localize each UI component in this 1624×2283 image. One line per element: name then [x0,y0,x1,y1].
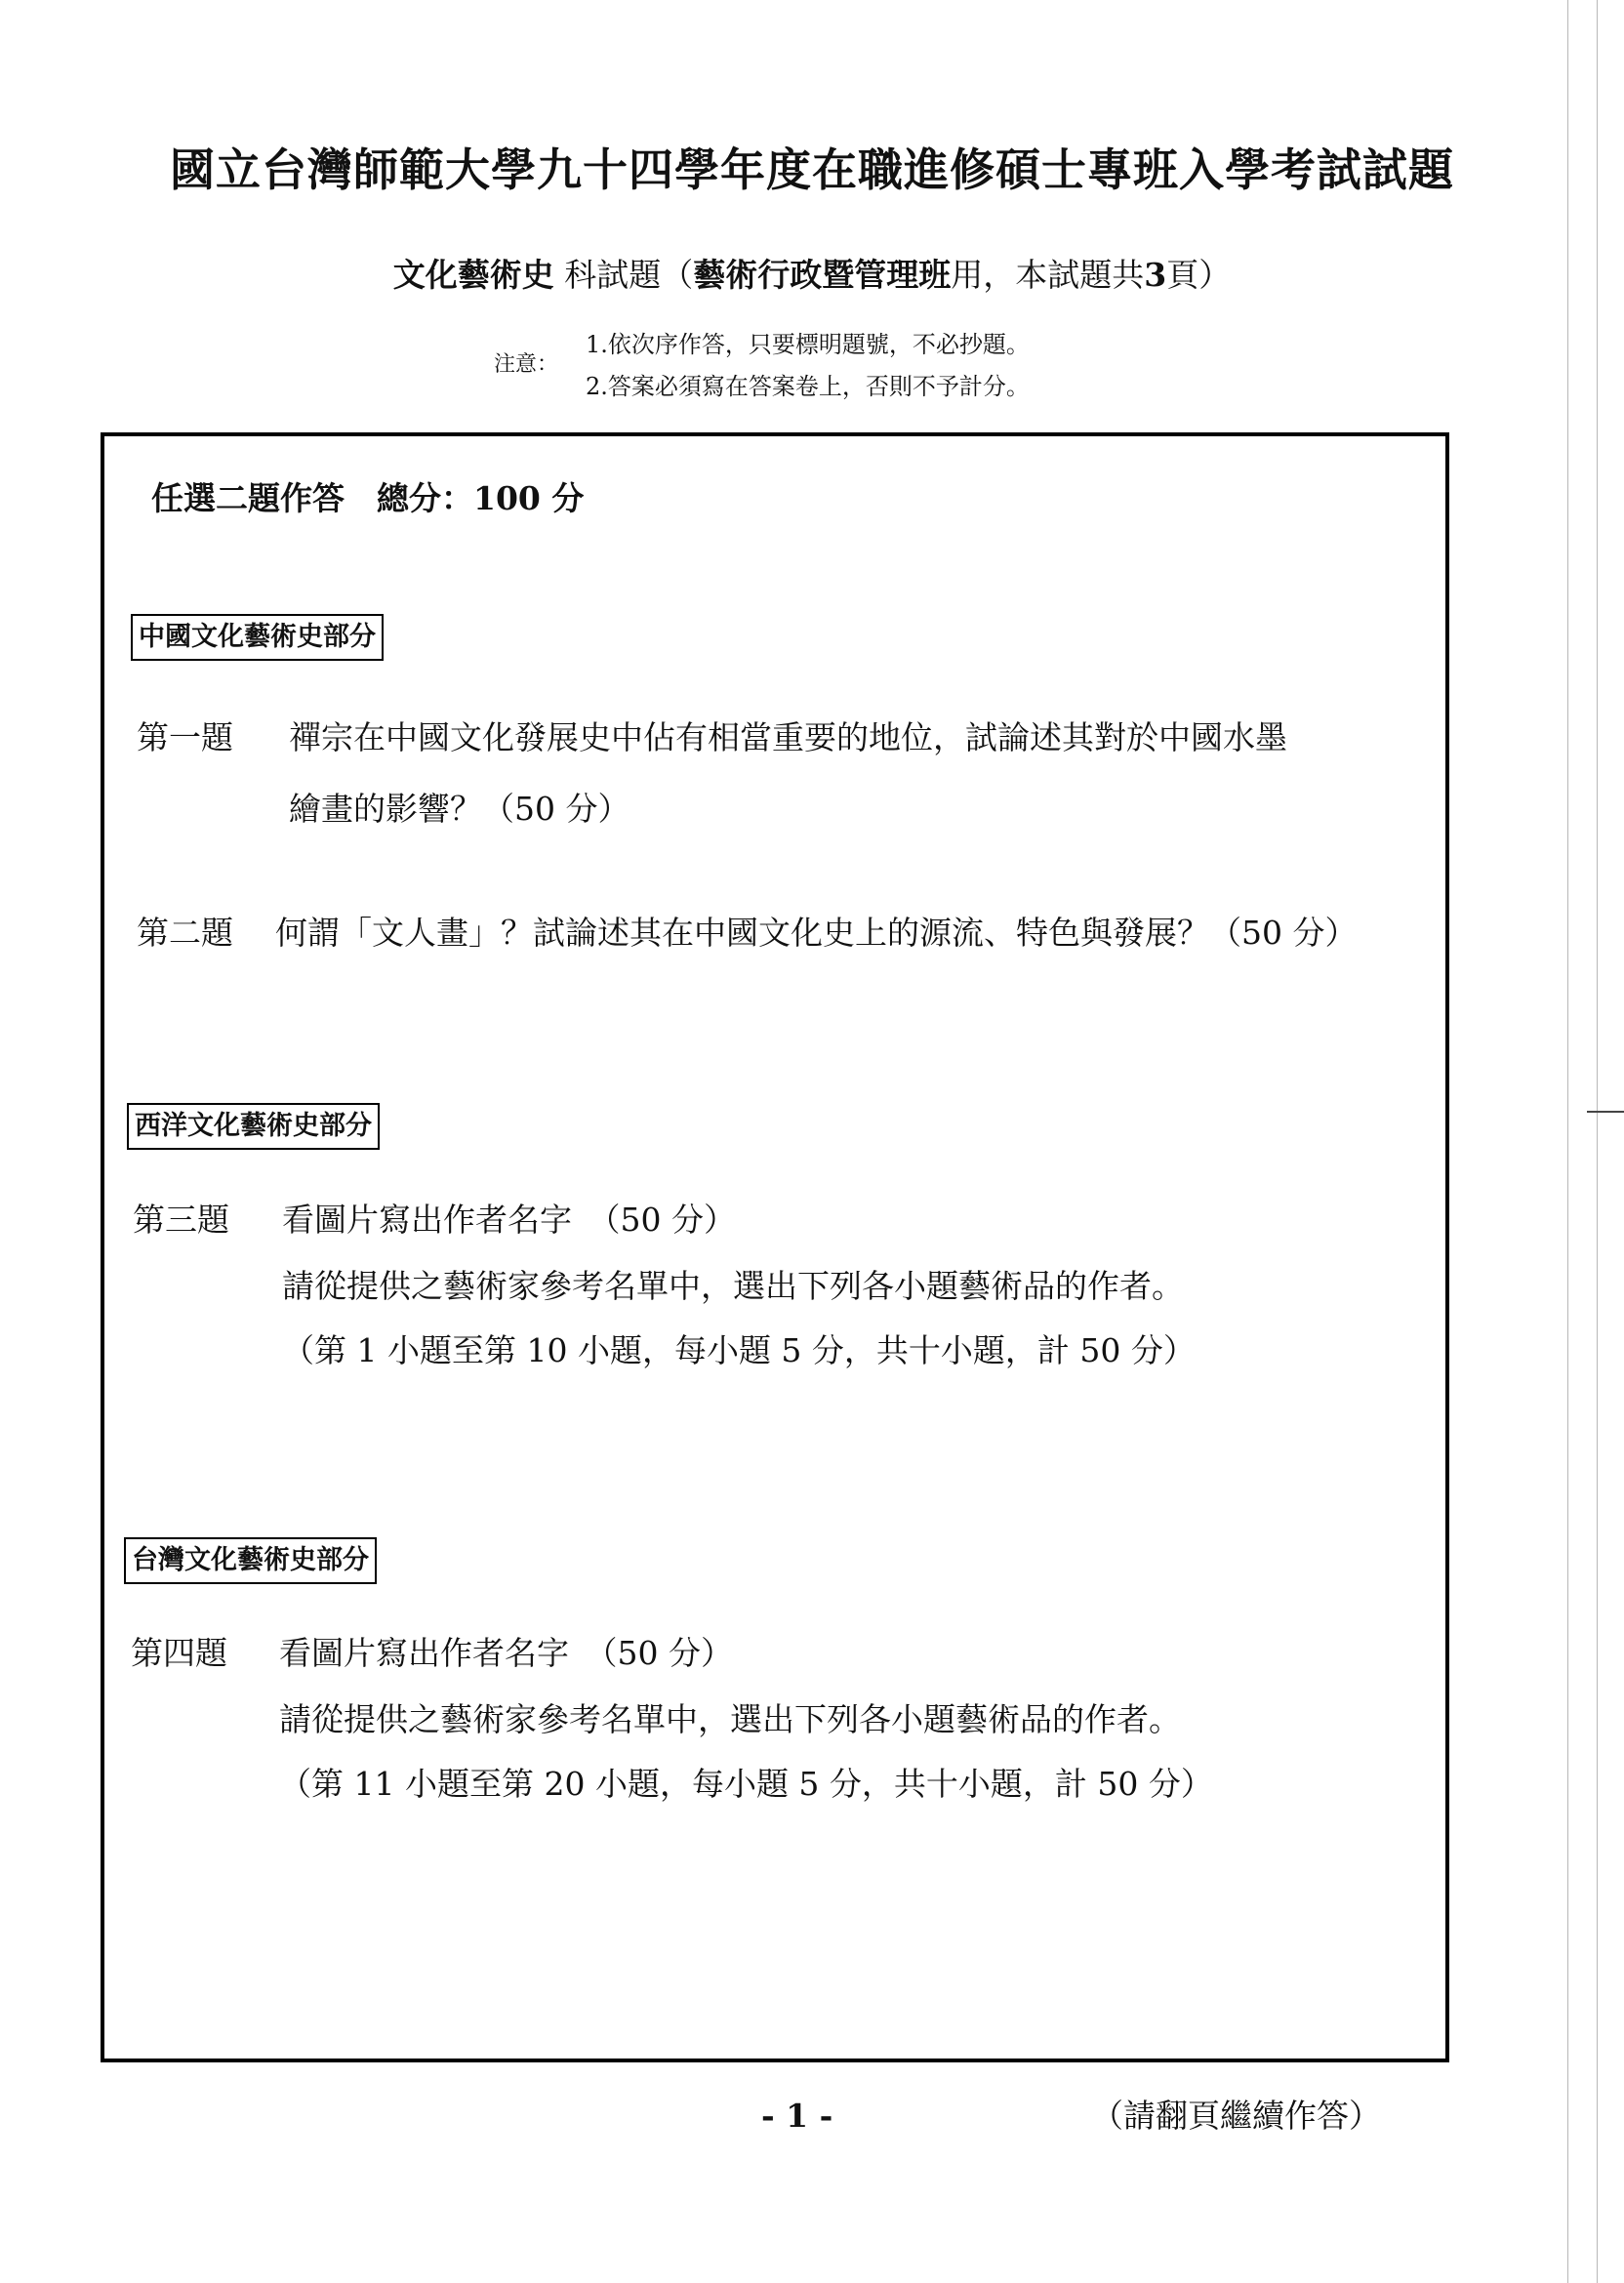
question-3-line-1: 看圖片寫出作者名字 （50 分） [282,1201,736,1239]
question-number-1: 第一題 [137,718,233,756]
continue-note: （請翻頁繼續作答） [1091,2097,1381,2135]
notice-item-1: 1.依次序作答，只要標明題號，不必抄題。 [586,331,1030,358]
subject-tail-end: 頁） [1166,256,1232,294]
section-tag-chinese: 中國文化藝術史部分 [131,614,384,661]
class-name: 藝術行政暨管理班 [693,256,952,294]
question-4-line-2: 請從提供之藝術家參考名單中，選出下列各小題藝術品的作者。 [279,1700,1181,1738]
question-2-line-1: 何謂「文人畫」？試論述其在中國文化史上的源流、特色與發展？（50 分） [275,914,1358,952]
subject-tail-text: 用，本試題共 [951,256,1145,294]
question-4-line-1: 看圖片寫出作者名字 （50 分） [279,1634,733,1672]
question-4-line-3: （第 11 小題至第 20 小題，每小題 5 分，共十小題，計 50 分） [279,1765,1213,1803]
page-count: 3 [1144,256,1167,294]
question-3-line-3: （第 1 小題至第 10 小題，每小題 5 分，共十小題，計 50 分） [282,1331,1196,1369]
section-tag-western: 西洋文化藝術史部分 [127,1103,380,1150]
exam-question-box [101,432,1449,2062]
question-1-line-1: 禪宗在中國文化發展史中佔有相當重要的地位，試論述其對於中國水墨 [289,718,1287,756]
subject-name: 文化藝術史 [392,256,554,294]
question-number-3: 第三題 [133,1201,229,1239]
exam-title: 國立台灣師範大學九十四學年度在職進修碩士專班入學考試試題 [170,143,1454,196]
question-number-2: 第二題 [137,914,233,952]
notice-label: 注意： [494,352,559,377]
scan-edge-tick [1587,1111,1624,1113]
question-1-line-2: 繪畫的影響？（50 分） [289,790,630,828]
question-3-line-2: 請從提供之藝術家參考名單中，選出下列各小題藝術品的作者。 [282,1267,1184,1305]
scan-edge-line [1597,0,1598,2283]
question-number-4: 第四題 [131,1634,227,1672]
section-tag-taiwan: 台灣文化藝術史部分 [124,1537,377,1584]
notice-item-2: 2.答案必須寫在答案卷上，否則不予計分。 [586,373,1030,400]
scan-edge-line [1567,0,1568,2283]
page-number: - 1 - [761,2097,833,2135]
exam-instruction: 任選二題作答 總分：100 分 [151,479,585,517]
subject-mid-text: 科試題（ [553,256,694,294]
exam-subtitle [0,250,1624,296]
